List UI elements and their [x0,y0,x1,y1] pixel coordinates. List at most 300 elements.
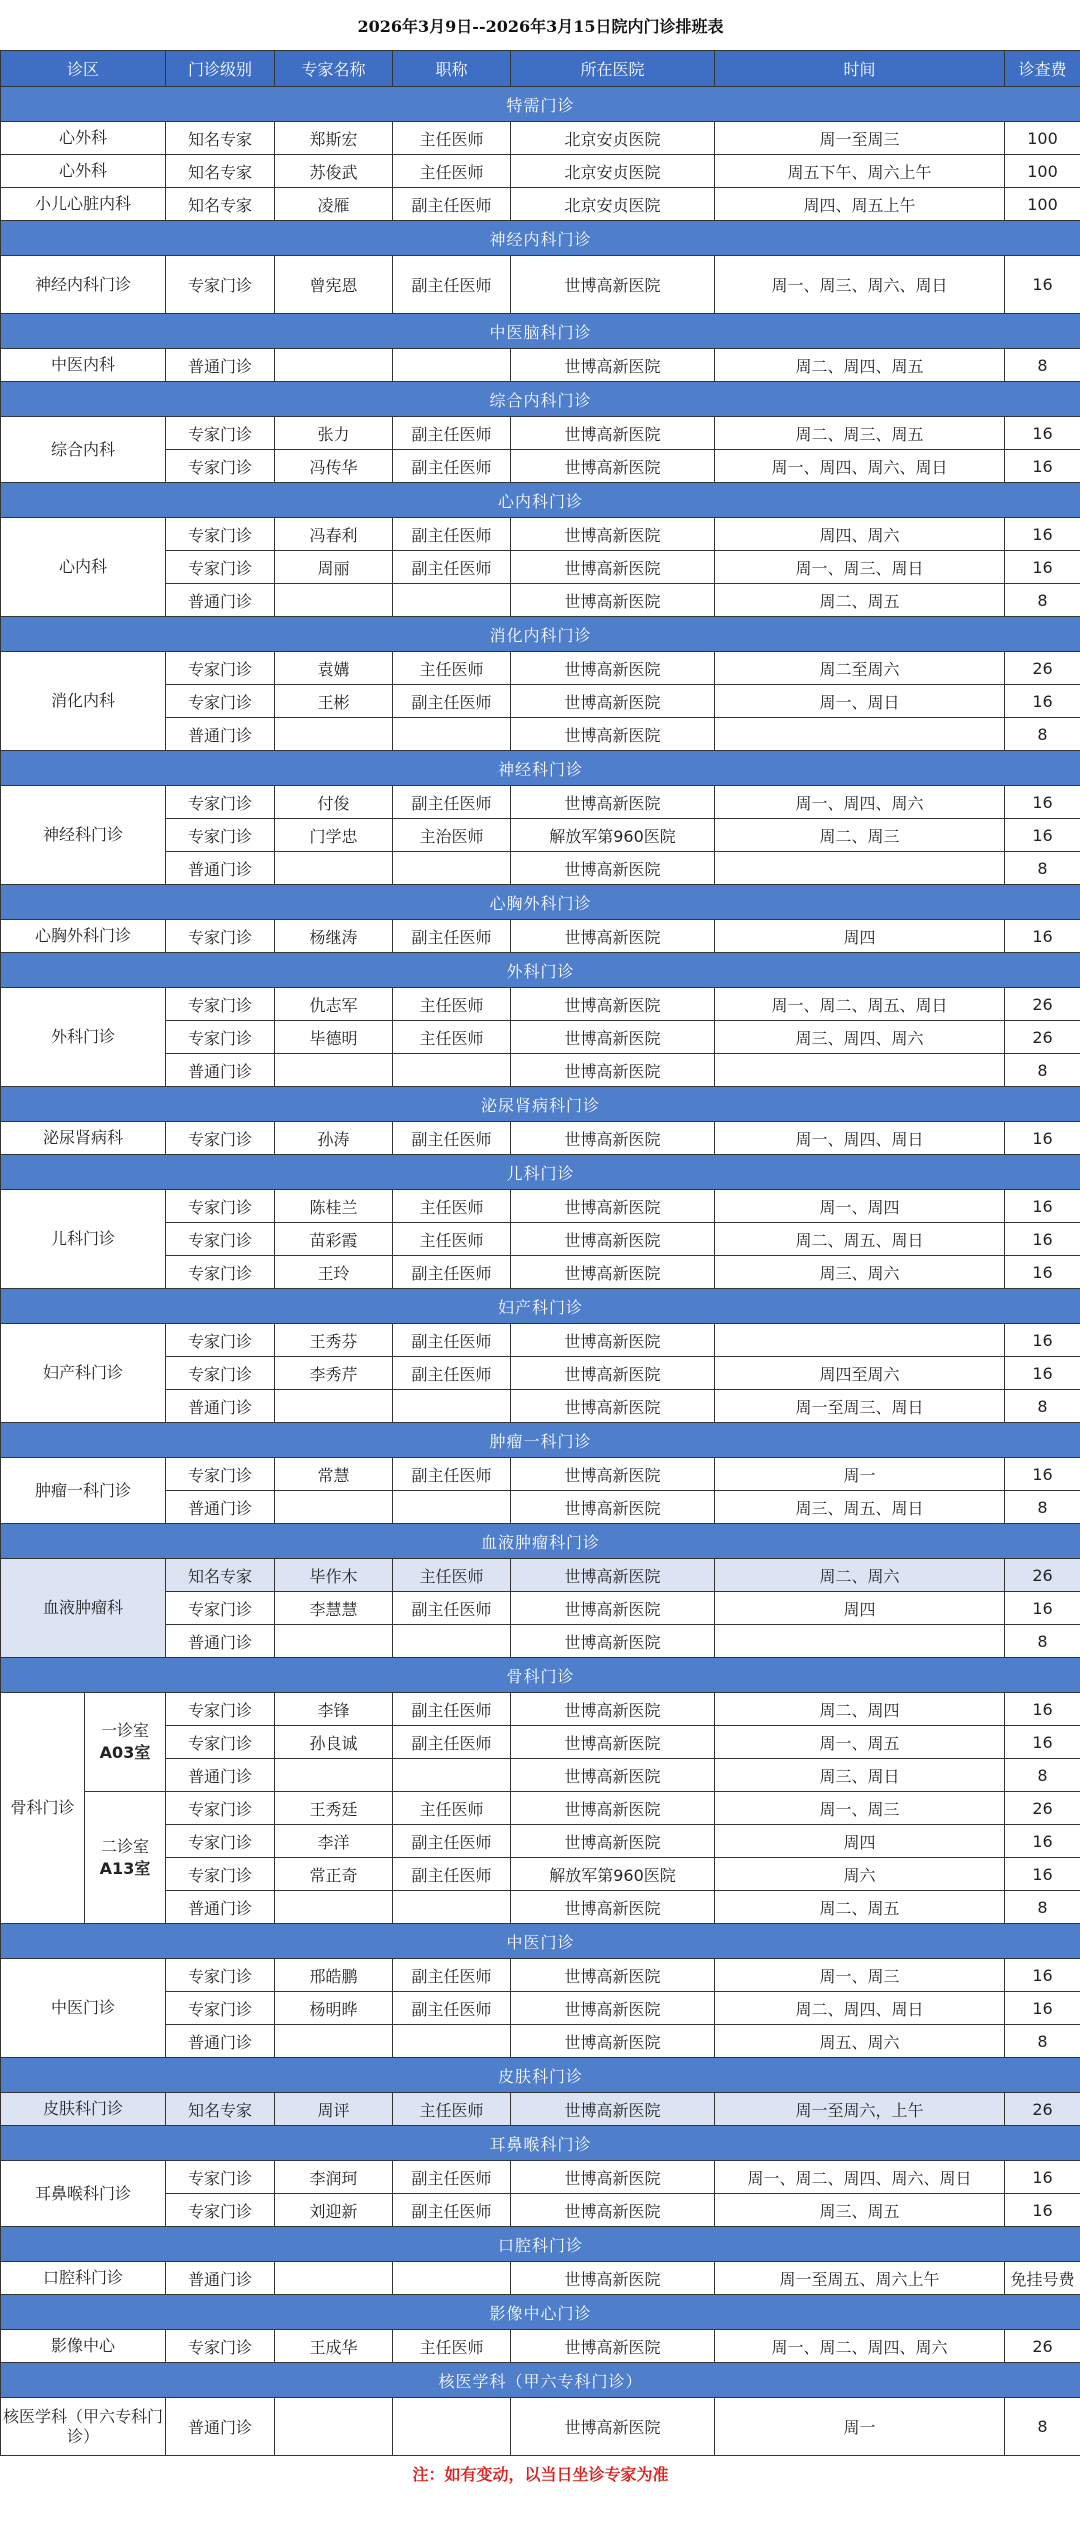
fee-cell: 16 [1005,450,1080,483]
department-cell: 肿瘤一科门诊 [1,1458,166,1524]
column-header: 诊区 [1,51,166,87]
clinic-level-cell: 专家门诊 [166,2330,275,2363]
doctor-name-cell: 李秀芹 [275,1357,393,1390]
section-header-row [1,2058,1080,2093]
clinic-level-cell: 普通门诊 [166,584,275,617]
time-cell: 周一、周四、周六 [715,786,1005,819]
doctor-name-cell: 毕德明 [275,1021,393,1054]
clinic-level-cell: 普通门诊 [166,718,275,751]
fee-cell: 26 [1005,1792,1080,1825]
fee-cell: 8 [1005,1491,1080,1524]
table-row [1,1792,1080,1825]
fee-cell: 100 [1005,155,1080,188]
hospital-cell: 世博高新医院 [511,1357,715,1390]
doctor-name-cell [275,1625,393,1658]
hospital-cell: 世博高新医院 [511,1054,715,1087]
doctor-name-cell [275,2262,393,2295]
section-header-row [1,751,1080,786]
hospital-cell: 世博高新医院 [511,1693,715,1726]
hospital-cell: 世博高新医院 [511,417,715,450]
fee-cell: 16 [1005,1223,1080,1256]
clinic-level-cell: 专家门诊 [166,1693,275,1726]
doctor-name-cell: 周评 [275,2093,393,2126]
time-cell [715,718,1005,751]
doctor-name-cell: 苏俊武 [275,155,393,188]
section-header-row [1,2126,1080,2161]
fee-cell: 16 [1005,2194,1080,2227]
fee-cell: 26 [1005,652,1080,685]
fee-cell: 16 [1005,786,1080,819]
doctor-name-cell: 曾宪恩 [275,256,393,314]
title-cell: 副主任医师 [393,786,511,819]
fee-cell: 16 [1005,518,1080,551]
doctor-name-cell: 李洋 [275,1825,393,1858]
footer-note: 注：如有变动，以当日坐诊专家为准 [1,2456,1080,2491]
department-cell: 心外科 [1,122,166,155]
doctor-name-cell: 杨继涛 [275,920,393,953]
hospital-cell: 世博高新医院 [511,2398,715,2456]
title-cell: 副主任医师 [393,1458,511,1491]
section-header-row [1,1289,1080,1324]
section-title: 神经内科门诊 [1,221,1080,256]
fee-cell: 16 [1005,1726,1080,1759]
clinic-level-cell: 普通门诊 [166,1759,275,1792]
hospital-cell: 世博高新医院 [511,551,715,584]
hospital-cell: 世博高新医院 [511,2194,715,2227]
hospital-cell: 世博高新医院 [511,2025,715,2058]
hospital-cell: 世博高新医院 [511,1491,715,1524]
fee-cell: 8 [1005,1625,1080,1658]
table-row [1,1559,1080,1592]
time-cell: 周三、周五、周日 [715,1491,1005,1524]
section-title: 耳鼻喉科门诊 [1,2126,1080,2161]
section-title: 泌尿肾病科门诊 [1,1087,1080,1122]
section-header-row [1,483,1080,518]
fee-cell: 16 [1005,920,1080,953]
hospital-cell: 世博高新医院 [511,1021,715,1054]
title-cell: 副主任医师 [393,1324,511,1357]
hospital-cell: 世博高新医院 [511,1256,715,1289]
doctor-name-cell: 付俊 [275,786,393,819]
department-cell: 神经内科门诊 [1,256,166,314]
title-cell: 副主任医师 [393,1726,511,1759]
title-cell: 主任医师 [393,1223,511,1256]
table-row [1,2262,1080,2295]
section-header-row [1,314,1080,349]
time-cell: 周五下午、周六上午 [715,155,1005,188]
doctor-name-cell: 冯传华 [275,450,393,483]
hospital-cell: 世博高新医院 [511,349,715,382]
time-cell: 周一、周二、周五、周日 [715,988,1005,1021]
fee-cell: 8 [1005,718,1080,751]
fee-cell: 8 [1005,852,1080,885]
hospital-cell: 世博高新医院 [511,920,715,953]
hospital-cell: 北京安贞医院 [511,155,715,188]
fee-cell: 26 [1005,1021,1080,1054]
table-row [1,349,1080,382]
department-cell: 外科门诊 [1,988,166,1087]
doctor-name-cell: 王彬 [275,685,393,718]
room-name: 一诊室 [100,1721,149,1740]
table-row [1,988,1080,1021]
hospital-cell: 世博高新医院 [511,1559,715,1592]
fee-cell: 16 [1005,1256,1080,1289]
time-cell: 周一至周六，上午 [715,2093,1005,2126]
table-row [1,2398,1080,2456]
column-header: 时间 [715,51,1005,87]
doctor-name-cell [275,1054,393,1087]
hospital-cell: 世博高新医院 [511,450,715,483]
clinic-level-cell: 知名专家 [166,1559,275,1592]
hospital-cell: 北京安贞医院 [511,188,715,221]
doctor-name-cell [275,852,393,885]
clinic-level-cell: 专家门诊 [166,1021,275,1054]
department-cell: 心内科 [1,518,166,617]
department-cell: 中医门诊 [1,1959,166,2058]
section-title: 肿瘤一科门诊 [1,1423,1080,1458]
fee-cell: 16 [1005,1357,1080,1390]
clinic-level-cell: 普通门诊 [166,1054,275,1087]
doctor-name-cell: 冯春利 [275,518,393,551]
clinic-level-cell: 普通门诊 [166,1390,275,1423]
fee-cell: 16 [1005,1592,1080,1625]
section-title: 血液肿瘤科门诊 [1,1524,1080,1559]
fee-cell: 16 [1005,819,1080,852]
table-row [1,256,1080,314]
fee-cell: 16 [1005,1825,1080,1858]
clinic-level-cell: 普通门诊 [166,1891,275,1924]
title-row [1,0,1080,51]
time-cell: 周一、周四、周日 [715,1122,1005,1155]
hospital-cell: 世博高新医院 [511,1625,715,1658]
clinic-level-cell: 专家门诊 [166,920,275,953]
title-cell [393,1390,511,1423]
title-cell: 副主任医师 [393,1959,511,1992]
clinic-level-cell: 普通门诊 [166,1491,275,1524]
title-cell: 副主任医师 [393,1858,511,1891]
title-cell: 主任医师 [393,1190,511,1223]
doctor-name-cell [275,349,393,382]
title-cell: 主任医师 [393,988,511,1021]
department-cell: 核医学科（甲六专科门诊） [1,2398,166,2456]
title-cell [393,584,511,617]
section-header-row [1,1658,1080,1693]
column-header: 专家名称 [275,51,393,87]
section-title: 心内科门诊 [1,483,1080,518]
table-row [1,1693,1080,1726]
doctor-name-cell: 袁媾 [275,652,393,685]
title-cell: 副主任医师 [393,2194,511,2227]
department-cell: 骨科门诊 [1,1693,85,1924]
hospital-cell: 世博高新医院 [511,1959,715,1992]
table-row [1,1458,1080,1491]
fee-cell: 100 [1005,188,1080,221]
doctor-name-cell: 张力 [275,417,393,450]
time-cell: 周四、周六 [715,518,1005,551]
hospital-cell: 世博高新医院 [511,786,715,819]
title-cell: 主任医师 [393,122,511,155]
doctor-name-cell: 陈桂兰 [275,1190,393,1223]
table-row [1,2093,1080,2126]
clinic-level-cell: 知名专家 [166,155,275,188]
doctor-name-cell: 孙涛 [275,1122,393,1155]
time-cell [715,1625,1005,1658]
hospital-cell: 世博高新医院 [511,1190,715,1223]
time-cell: 周二、周四、周日 [715,1992,1005,2025]
section-header-row [1,885,1080,920]
clinic-level-cell: 专家门诊 [166,1223,275,1256]
time-cell: 周三、周四、周六 [715,1021,1005,1054]
clinic-level-cell: 专家门诊 [166,2161,275,2194]
clinic-level-cell: 专家门诊 [166,819,275,852]
section-header-row [1,87,1080,122]
clinic-level-cell: 知名专家 [166,122,275,155]
section-title: 核医学科（甲六专科门诊） [1,2363,1080,2398]
clinic-level-cell: 专家门诊 [166,1592,275,1625]
header-row [1,51,1080,87]
hospital-cell: 世博高新医院 [511,2262,715,2295]
time-cell [715,852,1005,885]
fee-cell: 16 [1005,1858,1080,1891]
time-cell: 周二、周三、周五 [715,417,1005,450]
table-row [1,1122,1080,1155]
doctor-name-cell: 毕作木 [275,1559,393,1592]
section-title: 妇产科门诊 [1,1289,1080,1324]
time-cell: 周二、周三 [715,819,1005,852]
room-cell [85,1792,166,1924]
clinic-level-cell: 专家门诊 [166,1959,275,1992]
time-cell: 周二、周四 [715,1693,1005,1726]
department-cell: 心外科 [1,155,166,188]
fee-cell: 100 [1005,122,1080,155]
title-cell [393,1625,511,1658]
department-cell: 影像中心 [1,2330,166,2363]
doctor-name-cell: 周丽 [275,551,393,584]
time-cell: 周一、周五 [715,1726,1005,1759]
section-header-row [1,1524,1080,1559]
clinic-level-cell: 专家门诊 [166,1792,275,1825]
section-title: 消化内科门诊 [1,617,1080,652]
fee-cell: 8 [1005,1759,1080,1792]
fee-cell: 8 [1005,584,1080,617]
time-cell: 周二、周四、周五 [715,349,1005,382]
time-cell: 周四至周六 [715,1357,1005,1390]
hospital-cell: 世博高新医院 [511,2330,715,2363]
clinic-level-cell: 专家门诊 [166,1357,275,1390]
doctor-name-cell [275,2025,393,2058]
doctor-name-cell: 王玲 [275,1256,393,1289]
section-title: 儿科门诊 [1,1155,1080,1190]
hospital-cell: 世博高新医院 [511,1891,715,1924]
fee-cell: 16 [1005,1693,1080,1726]
clinic-level-cell: 专家门诊 [166,518,275,551]
time-cell: 周四 [715,1592,1005,1625]
time-cell: 周六 [715,1858,1005,1891]
clinic-level-cell: 专家门诊 [166,417,275,450]
title-cell: 副主任医师 [393,518,511,551]
title-cell: 主任医师 [393,2093,511,2126]
title-cell: 主任医师 [393,155,511,188]
title-cell: 副主任医师 [393,685,511,718]
table-row [1,417,1080,450]
doctor-name-cell: 常慧 [275,1458,393,1491]
title-cell [393,2025,511,2058]
time-cell: 周一 [715,2398,1005,2456]
time-cell: 周一、周三 [715,1959,1005,1992]
fee-cell: 16 [1005,1190,1080,1223]
fee-cell: 16 [1005,1458,1080,1491]
section-header-row [1,953,1080,988]
department-cell: 儿科门诊 [1,1190,166,1289]
section-title: 口腔科门诊 [1,2227,1080,2262]
clinic-level-cell: 知名专家 [166,2093,275,2126]
section-title: 中医脑科门诊 [1,314,1080,349]
clinic-level-cell: 专家门诊 [166,1122,275,1155]
section-title: 骨科门诊 [1,1658,1080,1693]
clinic-level-cell: 专家门诊 [166,256,275,314]
department-cell: 泌尿肾病科 [1,1122,166,1155]
fee-cell: 26 [1005,2093,1080,2126]
department-cell: 耳鼻喉科门诊 [1,2161,166,2227]
fee-cell: 16 [1005,256,1080,314]
clinic-level-cell: 普通门诊 [166,2262,275,2295]
room-code: A03室 [99,1743,151,1762]
title-cell: 副主任医师 [393,1693,511,1726]
table-row [1,2330,1080,2363]
title-cell [393,1054,511,1087]
section-header-row [1,617,1080,652]
time-cell: 周一、周三 [715,1792,1005,1825]
hospital-cell: 世博高新医院 [511,1324,715,1357]
section-header-row [1,1423,1080,1458]
time-cell: 周一至周五、周六上午 [715,2262,1005,2295]
title-cell [393,2398,511,2456]
department-cell: 口腔科门诊 [1,2262,166,2295]
hospital-cell: 世博高新医院 [511,718,715,751]
time-cell: 周一、周二、周四、周六、周日 [715,2161,1005,2194]
department-cell: 小儿心脏内科 [1,188,166,221]
section-title: 神经科门诊 [1,751,1080,786]
table-row [1,518,1080,551]
title-cell: 副主任医师 [393,1992,511,2025]
time-cell: 周二、周五 [715,1891,1005,1924]
room-cell [85,1693,166,1792]
column-header: 门诊级别 [166,51,275,87]
department-cell: 综合内科 [1,417,166,483]
department-cell: 血液肿瘤科 [1,1559,166,1658]
section-header-row [1,2363,1080,2398]
time-cell: 周四 [715,1825,1005,1858]
clinic-level-cell: 专家门诊 [166,1324,275,1357]
hospital-cell: 世博高新医院 [511,1390,715,1423]
title-cell [393,718,511,751]
clinic-level-cell: 普通门诊 [166,1625,275,1658]
fee-cell: 16 [1005,551,1080,584]
section-title: 心胸外科门诊 [1,885,1080,920]
title-cell [393,1759,511,1792]
fee-cell: 8 [1005,1054,1080,1087]
title-cell: 副主任医师 [393,1357,511,1390]
doctor-name-cell [275,1759,393,1792]
time-cell: 周一、周四、周六、周日 [715,450,1005,483]
clinic-level-cell: 专家门诊 [166,1190,275,1223]
hospital-cell: 北京安贞医院 [511,122,715,155]
note-row [1,2456,1080,2491]
time-cell: 周一、周三、周日 [715,551,1005,584]
hospital-cell: 解放军第960医院 [511,819,715,852]
doctor-name-cell: 邢皓鹏 [275,1959,393,1992]
fee-cell: 8 [1005,349,1080,382]
clinic-level-cell: 专家门诊 [166,450,275,483]
time-cell: 周四 [715,920,1005,953]
title-cell: 副主任医师 [393,256,511,314]
hospital-cell: 解放军第960医院 [511,1858,715,1891]
hospital-cell: 世博高新医院 [511,1458,715,1491]
fee-cell: 8 [1005,2025,1080,2058]
clinic-level-cell: 专家门诊 [166,1858,275,1891]
doctor-name-cell: 苗彩霞 [275,1223,393,1256]
doctor-name-cell [275,1491,393,1524]
title-cell: 副主任医师 [393,920,511,953]
doctor-name-cell: 王成华 [275,2330,393,2363]
section-header-row [1,1087,1080,1122]
title-cell [393,349,511,382]
time-cell: 周三、周日 [715,1759,1005,1792]
hospital-cell: 世博高新医院 [511,518,715,551]
doctor-name-cell [275,584,393,617]
time-cell: 周一至周三 [715,122,1005,155]
hospital-cell: 世博高新医院 [511,685,715,718]
time-cell [715,1324,1005,1357]
clinic-level-cell: 知名专家 [166,188,275,221]
clinic-level-cell: 专家门诊 [166,551,275,584]
hospital-cell: 世博高新医院 [511,584,715,617]
doctor-name-cell: 李锋 [275,1693,393,1726]
column-header: 所在医院 [511,51,715,87]
table-row [1,2161,1080,2194]
title-cell: 副主任医师 [393,188,511,221]
clinic-level-cell: 专家门诊 [166,2194,275,2227]
doctor-name-cell: 王秀廷 [275,1792,393,1825]
section-title: 影像中心门诊 [1,2295,1080,2330]
title-cell: 副主任医师 [393,450,511,483]
table-row [1,1190,1080,1223]
clinic-level-cell: 普通门诊 [166,852,275,885]
time-cell: 周一、周日 [715,685,1005,718]
doctor-name-cell: 刘迎新 [275,2194,393,2227]
section-title: 外科门诊 [1,953,1080,988]
doctor-name-cell: 王秀芬 [275,1324,393,1357]
title-cell: 主任医师 [393,2330,511,2363]
section-header-row [1,382,1080,417]
hospital-cell: 世博高新医院 [511,988,715,1021]
section-title: 特需门诊 [1,87,1080,122]
department-cell: 妇产科门诊 [1,1324,166,1423]
section-header-row [1,221,1080,256]
fee-cell: 26 [1005,2330,1080,2363]
title-cell: 主任医师 [393,652,511,685]
doctor-name-cell: 杨明晔 [275,1992,393,2025]
room-name: 二诊室 [100,1836,149,1856]
title-cell [393,1491,511,1524]
title-cell: 主任医师 [393,1792,511,1825]
fee-cell: 8 [1005,1891,1080,1924]
fee-cell: 16 [1005,417,1080,450]
fee-cell: 免挂号费 [1005,2262,1080,2295]
fee-cell: 16 [1005,1992,1080,2025]
hospital-cell: 世博高新医院 [511,2093,715,2126]
time-cell: 周三、周六 [715,1256,1005,1289]
